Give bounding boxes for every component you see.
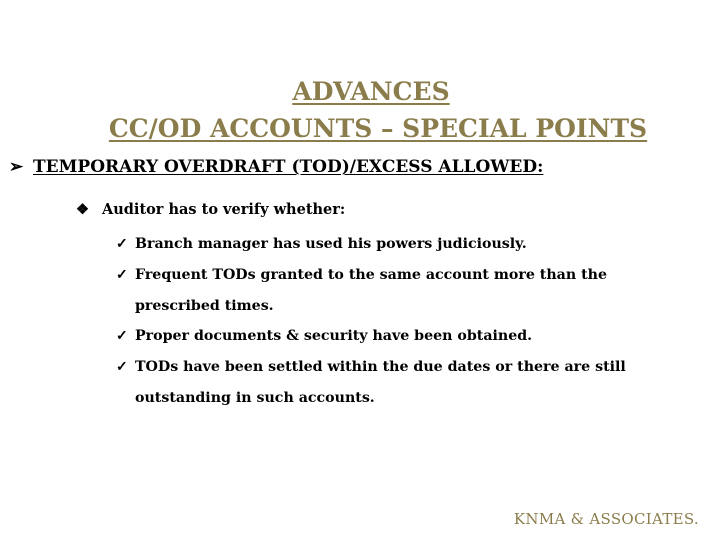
checkmark-icon: ✓: [116, 359, 128, 375]
section-heading: TEMPORARY OVERDRAFT (TOD)/EXCESS ALLOWED:: [33, 157, 544, 177]
check-point: [116, 352, 675, 414]
checkmark-icon: ✓: [116, 236, 128, 252]
check-point: [116, 260, 675, 322]
arrow-bullet-icon: ➢: [9, 157, 24, 177]
subheading: Auditor has to verify whether:: [102, 201, 346, 218]
point-text: Proper documents & security have been obtained.: [135, 328, 533, 344]
checkmark-icon: ✓: [116, 328, 128, 344]
check-point: [116, 321, 675, 352]
bullet-level1: [9, 157, 543, 177]
bullet-level2: [76, 201, 345, 218]
point-text: Frequent TODs granted to the same account more than the prescribed times.: [135, 267, 608, 314]
diamond-bullet-icon: ❖: [76, 201, 89, 218]
slide-subtitle: CC/OD ACCOUNTS – SPECIAL POINTS: [108, 114, 648, 143]
point-text: TODs have been settled within the due dates or there are still outstanding in such accounts.: [135, 359, 626, 406]
checkmark-icon: ✓: [116, 267, 128, 283]
footer-company-name: KNMA & ASSOCIATES.: [513, 510, 699, 528]
slide-title: ADVANCES: [292, 77, 450, 106]
point-text: Branch manager has used his powers judiciously.: [135, 236, 527, 252]
check-point: [116, 229, 675, 260]
